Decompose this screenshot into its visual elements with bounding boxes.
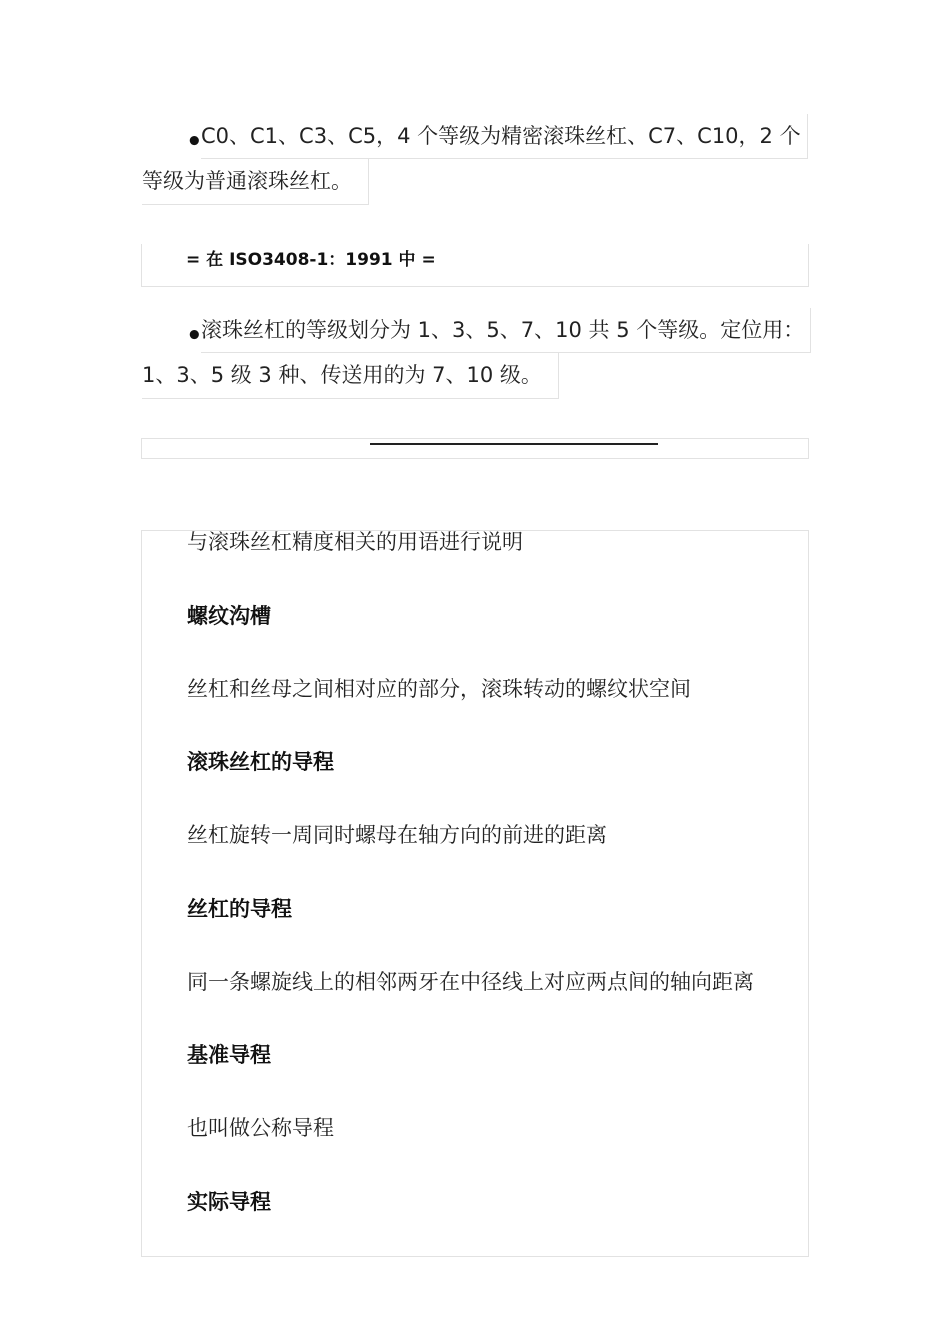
term-title: 滚珠丝杠的导程 — [187, 750, 334, 774]
terms-intro: 与滚珠丝杠精度相关的用语进行说明 — [187, 530, 523, 554]
term-title: 螺纹沟槽 — [187, 604, 271, 628]
iso-heading: = 在 ISO3408-1：1991 中 = — [186, 250, 436, 270]
bullet-first-line — [142, 308, 808, 353]
term-title: 基准导程 — [187, 1043, 271, 1067]
bullet-marker: • — [186, 127, 203, 157]
bullet-text-line2: 1、3、5 级 3 种、传送用的为 7、10 级。 — [142, 353, 559, 399]
term-description: 也叫做公称导程 — [187, 1116, 334, 1140]
term-description: 同一条螺旋线上的相邻两牙在中径线上对应两点间的轴向距离 — [187, 970, 754, 994]
iso-heading-box — [141, 244, 809, 287]
bullet-first-line — [142, 114, 808, 159]
bullet-text-line1: 滚珠丝杠的等级划分为 1、3、5、7、10 共 5 个等级。定位用： — [201, 308, 811, 353]
separator-box — [141, 438, 809, 459]
term-description: 丝杠和丝母之间相对应的部分，滚珠转动的螺纹状空间 — [187, 677, 691, 701]
bullet-text-line1: C0、C1、C3、C5，4 个等级为精密滚珠丝杠、C7、C10，2 个 — [201, 114, 808, 159]
term-title: 丝杠的导程 — [187, 897, 292, 921]
bullet-paragraph-grades-iso — [142, 308, 808, 399]
terms-section — [141, 530, 809, 1257]
term-description: 丝杠旋转一周同时螺母在轴方向的前进的距离 — [187, 823, 607, 847]
term-title: 实际导程 — [187, 1190, 271, 1214]
bullet-text-line2: 等级为普通滚珠丝杠。 — [142, 159, 369, 205]
bullet-marker: • — [186, 321, 203, 351]
bullet-paragraph-grades-c — [142, 114, 808, 205]
separator-rule — [370, 443, 658, 445]
